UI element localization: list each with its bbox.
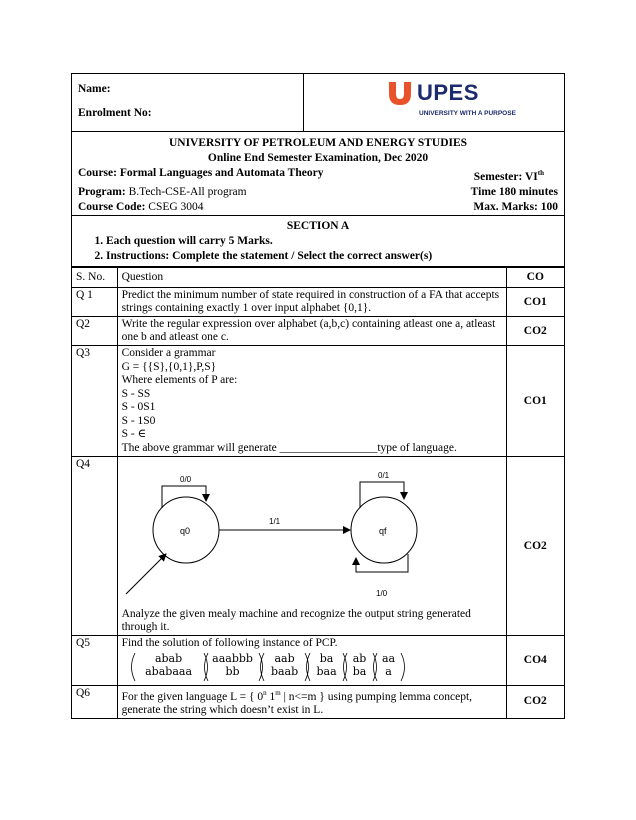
semester: Semester: VI bbox=[473, 170, 538, 183]
pcp-top: aaabbb bbox=[212, 652, 253, 665]
q3-line: The above grammar will generate _________________type of language. bbox=[121, 441, 457, 454]
transition-label: 1/1 bbox=[268, 517, 280, 526]
qf-back-label: 1/0 bbox=[375, 589, 387, 598]
pcp-bottom: a bbox=[385, 665, 392, 678]
exam-info bbox=[71, 132, 565, 215]
q3-line: G = {{S},{0,1},P,S} bbox=[121, 360, 217, 373]
name-label: Name: bbox=[78, 83, 111, 95]
q4-co: CO2 bbox=[506, 457, 564, 636]
header-box bbox=[71, 73, 565, 132]
q1-co: CO1 bbox=[506, 288, 564, 317]
pcp-bottom: ba bbox=[352, 665, 367, 678]
q3-line: Consider a grammar bbox=[121, 347, 216, 359]
q2-text: Write the regular expression over alphabet (a,b,c) containing atleast one a, atleast one b and atleast one c. bbox=[117, 317, 506, 346]
section-a bbox=[71, 215, 565, 267]
q2-co: CO2 bbox=[506, 317, 564, 346]
q0-loop-label: 0/0 bbox=[179, 475, 191, 484]
table-row-q5 bbox=[72, 636, 565, 686]
q6-sup-m: m bbox=[275, 689, 281, 697]
q6-text bbox=[117, 686, 506, 719]
pcp-top: ab bbox=[352, 652, 367, 665]
q4-text: Analyze the given mealy machine and recognize the output string generated through it. bbox=[121, 608, 471, 633]
pcp-top: abab bbox=[154, 652, 183, 665]
q3-line: S - 0S1 bbox=[121, 401, 156, 413]
q6-co: CO2 bbox=[506, 686, 564, 719]
q1-number: Q 1 bbox=[72, 288, 118, 317]
pcp-bottom: ababaaa bbox=[145, 665, 192, 678]
mealy-machine-diagram bbox=[122, 458, 502, 608]
q5-content bbox=[117, 636, 506, 686]
q3-line: S - SS bbox=[121, 387, 151, 400]
table-row-q4 bbox=[72, 457, 565, 636]
course-row bbox=[78, 166, 558, 185]
pcp-top: aa bbox=[382, 652, 396, 665]
table-header-row bbox=[72, 268, 565, 288]
table-row-q3 bbox=[72, 346, 565, 457]
q3-line: S - 1S0 bbox=[121, 414, 156, 427]
pcp-bottom: baa bbox=[316, 665, 337, 678]
state-q0-label: q0 bbox=[179, 526, 190, 536]
exam-title: Online End Semester Examination, Dec 2020 bbox=[207, 152, 429, 164]
q3-line: S - ∈ bbox=[121, 428, 147, 440]
logo-cell bbox=[304, 74, 564, 131]
instruction-item: 2. Instructions: Complete the statement / Select the correct answer(s) bbox=[106, 249, 558, 264]
header-co: CO bbox=[506, 268, 564, 288]
program-value: B.Tech-CSE-All program bbox=[128, 185, 247, 198]
section-title: SECTION A bbox=[286, 220, 350, 232]
instruction-item: 1. Each question will carry 5 Marks. bbox=[106, 234, 558, 249]
program-row bbox=[78, 185, 558, 200]
initial-arrow bbox=[126, 554, 166, 594]
pcp-bottom: bb bbox=[225, 665, 240, 678]
pcp-top: aab bbox=[274, 652, 295, 665]
enrolment-label: Enrolment No: bbox=[78, 107, 152, 119]
upes-emblem-icon bbox=[387, 80, 413, 106]
q6-text-a: For the given language L = { 0 bbox=[121, 690, 264, 703]
q4-content bbox=[117, 457, 506, 636]
pcp-pairs bbox=[122, 650, 502, 684]
q3-co: CO1 bbox=[506, 346, 564, 457]
course-value: Formal Languages and Automata Theory bbox=[119, 167, 324, 179]
code-label: Course Code: bbox=[78, 200, 146, 213]
q3-number: Q3 bbox=[72, 346, 118, 457]
code-value: CSEG 3004 bbox=[148, 200, 204, 213]
q6-text-c: | n<=m } using pumping lemma concept, generate the string which doesn’t exist in L. bbox=[121, 690, 473, 716]
logo-tagline: UNIVERSITY WITH A PURPOSE bbox=[419, 110, 516, 117]
header-question: Question bbox=[117, 268, 506, 288]
time: Time 180 minutes bbox=[470, 185, 558, 198]
q5-co: CO4 bbox=[506, 636, 564, 686]
table-row-q1 bbox=[72, 288, 565, 317]
pcp-parentheses bbox=[122, 650, 412, 684]
q5-number: Q5 bbox=[72, 636, 118, 686]
semester-sup: th bbox=[537, 169, 544, 177]
q1-text: Predict the minimum number of state required in construction of a FA that accepts strings containing exactly 1 over input alphabet {0,1}. bbox=[117, 288, 506, 317]
header-sno: S. No. bbox=[72, 268, 118, 288]
upes-logo bbox=[387, 80, 479, 106]
qf-loop-label: 0/1 bbox=[377, 471, 389, 480]
program-label: Program: bbox=[78, 185, 126, 198]
q2-number: Q2 bbox=[72, 317, 118, 346]
q6-number: Q6 bbox=[72, 686, 118, 719]
table-row-q6 bbox=[72, 686, 565, 719]
q3-line: Where elements of P are: bbox=[121, 374, 238, 386]
pcp-top: ba bbox=[319, 652, 334, 665]
table-row-q2 bbox=[72, 317, 565, 346]
pcp-bottom: baab bbox=[270, 665, 299, 678]
q3-text bbox=[117, 346, 506, 457]
course-label: Course: bbox=[78, 167, 117, 179]
q6-text-b: 1 bbox=[266, 690, 276, 703]
max-marks: Max. Marks: 100 bbox=[473, 200, 558, 213]
q4-number: Q4 bbox=[72, 457, 118, 636]
instructions-list bbox=[78, 234, 558, 264]
exam-page bbox=[71, 73, 565, 719]
state-qf-label: qf bbox=[378, 526, 387, 536]
q6-sup-n: n bbox=[263, 689, 267, 697]
q5-text: Find the solution of following instance of PCP. bbox=[121, 637, 338, 649]
student-details bbox=[72, 74, 304, 131]
logo-text: UPES bbox=[417, 80, 479, 105]
questions-table bbox=[71, 267, 565, 719]
code-row bbox=[78, 200, 558, 215]
university-name: UNIVERSITY OF PETROLEUM AND ENERGY STUDIES bbox=[168, 137, 468, 149]
